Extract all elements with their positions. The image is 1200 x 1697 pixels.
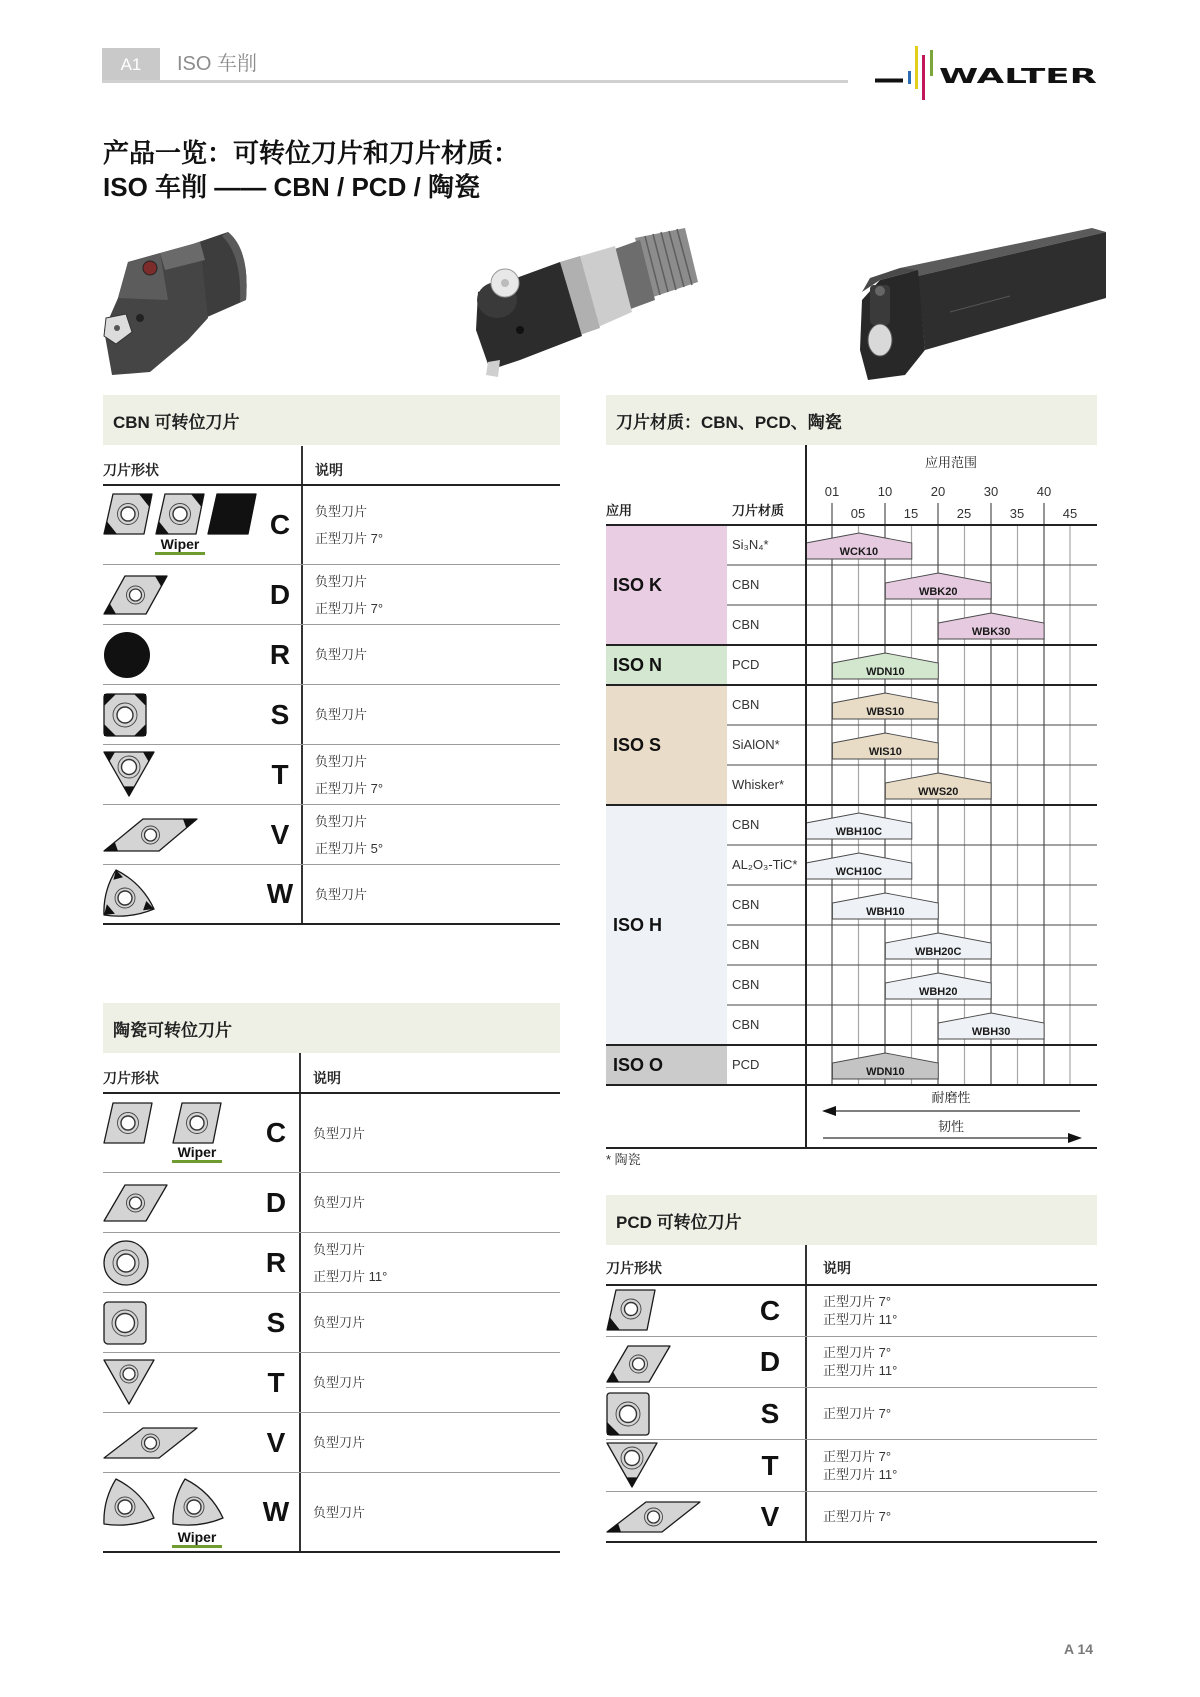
description-line: 负型刀片 xyxy=(313,1125,366,1141)
grade-label: WBH30 xyxy=(971,1026,1011,1038)
shape-letter: V xyxy=(270,818,290,850)
pcd-insert-c-icon xyxy=(606,1289,656,1331)
shape-description xyxy=(315,865,367,923)
shape-letter: S xyxy=(270,698,290,730)
description-line: 负型刀片 xyxy=(313,1375,366,1390)
description-line: 负型刀片 xyxy=(313,1315,366,1330)
ceramic-row-s xyxy=(103,1293,560,1353)
ceramic-row-v xyxy=(103,1413,560,1473)
description-line: 正型刀片 11° xyxy=(823,1466,898,1482)
grade-label: WBH10 xyxy=(866,906,905,918)
pcd-row-t xyxy=(606,1440,1097,1492)
ceramic-insert-v-icon xyxy=(103,1426,198,1459)
cbn-insert-v-icon xyxy=(103,817,198,852)
material-label: CBN xyxy=(732,617,760,632)
tick-label: 25 xyxy=(956,506,972,521)
chapter-title: ISO 车削 xyxy=(177,53,258,75)
ceramic-insert-d-icon xyxy=(103,1184,168,1222)
shape-letter: S xyxy=(760,1397,780,1429)
grade-label: WBH20C xyxy=(915,946,962,958)
grade-label: WWS20 xyxy=(918,786,959,798)
cbn-insert-c-icon xyxy=(103,493,153,535)
shape-description xyxy=(313,1233,387,1292)
material-label: Whisker* xyxy=(732,777,785,792)
shape-description xyxy=(823,1492,891,1541)
tick-label: 05 xyxy=(850,506,866,521)
description-line: 负型刀片 xyxy=(315,813,368,829)
description-line: 负型刀片 xyxy=(315,707,368,722)
chapter-badge: A1 xyxy=(102,48,160,80)
tick-label: 20 xyxy=(930,484,946,499)
materials-section-title: 刀片材质：CBN、PCD、陶瓷 xyxy=(606,395,1097,445)
material-label: CBN xyxy=(732,817,760,832)
description-line: 正型刀片 7° xyxy=(823,1294,892,1309)
toolholder-photo xyxy=(100,228,255,380)
grade-label: WDN10 xyxy=(866,666,905,678)
description-line: 负型刀片 xyxy=(315,753,368,769)
header-divider xyxy=(102,80,848,83)
material-label: CBN xyxy=(732,937,760,952)
wiper-label: Wiper xyxy=(172,1531,222,1548)
material-label: CBN xyxy=(732,977,760,992)
ceramic-row-w xyxy=(103,1473,560,1553)
ceramic-footnote: * 陶瓷 xyxy=(606,1152,641,1167)
ceramic-insert-w-wiper-icon xyxy=(172,1478,224,1528)
ceramic-insert-r-icon xyxy=(103,1240,149,1286)
shape-description xyxy=(315,685,367,744)
shape-description xyxy=(823,1388,891,1439)
logo-bar-magenta-icon xyxy=(922,55,925,100)
col-material: 刀片材质 xyxy=(732,503,785,518)
pcd-row-v xyxy=(606,1492,1097,1543)
shape-letter: T xyxy=(761,1449,779,1481)
shape-letter: W xyxy=(262,1496,290,1527)
col-application: 应用 xyxy=(606,503,633,518)
cbn-row-r xyxy=(103,625,560,685)
cbn-col-desc: 说明 xyxy=(315,462,343,478)
ceramic-col-desc: 说明 xyxy=(313,1070,341,1086)
cbn-row-v xyxy=(103,805,560,865)
shape-letter: D xyxy=(269,578,291,610)
group-label: ISO N xyxy=(613,654,663,675)
wear-resistance-label: 耐磨性 xyxy=(931,1090,971,1105)
ceramic-row-c xyxy=(103,1094,560,1173)
tick-label: 10 xyxy=(877,484,893,499)
shape-description xyxy=(315,486,383,564)
description-line: 正型刀片 7° xyxy=(823,1345,892,1360)
ceramic-insert-t-icon xyxy=(103,1359,155,1405)
cbn-col-shape: 刀片形状 xyxy=(103,462,159,478)
description-line: 负型刀片 xyxy=(313,1241,366,1257)
ceramic-insert-c-wiper-icon xyxy=(172,1102,222,1144)
pcd-row-s xyxy=(606,1388,1097,1440)
shape-letter: R xyxy=(269,638,291,670)
ceramic-insert-s-icon xyxy=(103,1301,147,1345)
cbn-insert-c-wiper-icon xyxy=(155,493,205,535)
grade-label: WDN10 xyxy=(866,1066,905,1078)
cbn-section-title: CBN 可转位刀片 xyxy=(103,395,560,445)
pcd-insert-t-icon xyxy=(606,1442,658,1488)
grade-label: WCK10 xyxy=(839,546,879,558)
grade-label: WBK20 xyxy=(918,586,958,598)
shape-description xyxy=(823,1337,897,1387)
pcd-row-d xyxy=(606,1337,1097,1388)
description-line: 负型刀片 xyxy=(315,886,368,902)
ceramic-section-title: 陶瓷可转位刀片 xyxy=(103,1003,560,1053)
ceramic-row-r xyxy=(103,1233,560,1293)
ceramic-col-shape: 刀片形状 xyxy=(103,1070,159,1086)
shape-description xyxy=(313,1413,365,1472)
shape-description xyxy=(823,1440,897,1491)
shape-letter: T xyxy=(271,758,289,790)
description-line: 正型刀片 7° xyxy=(823,1405,892,1421)
description-line: 正型刀片 11° xyxy=(823,1363,898,1378)
tick-label: 30 xyxy=(983,484,999,499)
grade-label: WCH10C xyxy=(835,866,883,878)
material-label: CBN xyxy=(732,577,760,592)
pcd-col-desc: 说明 xyxy=(823,1260,851,1276)
cbn-row-d xyxy=(103,565,560,625)
cbn-row-t xyxy=(103,745,560,805)
cbn-row-s xyxy=(103,685,560,745)
grade-label: WBK30 xyxy=(971,626,1011,638)
shape-description xyxy=(313,1293,365,1352)
tick-label: 35 xyxy=(1009,506,1025,521)
wear-resistance-arrow-icon xyxy=(822,1106,1080,1116)
page-title-line1: 产品一览：可转位刀片和刀片材质： xyxy=(103,138,520,168)
tick-label: 01 xyxy=(824,484,840,499)
grade-label: WIS10 xyxy=(868,746,902,758)
description-line: 正型刀片 11° xyxy=(823,1312,898,1327)
page-title-line2: ISO 车削 —— CBN / PCD / 陶瓷 xyxy=(103,172,481,202)
shape-letter: V xyxy=(760,1500,780,1532)
description-line: 正型刀片 5° xyxy=(315,840,384,856)
shape-description xyxy=(315,565,383,624)
description-line: 负型刀片 xyxy=(313,1195,366,1210)
walter-logo xyxy=(870,40,1120,105)
pcd-row-c xyxy=(606,1286,1097,1337)
wiper-label: Wiper xyxy=(155,538,205,555)
shape-letter: S xyxy=(266,1306,286,1338)
description-line: 正型刀片 11° xyxy=(313,1268,388,1284)
boring-head-photo xyxy=(470,226,705,382)
pcd-insert-v-icon xyxy=(606,1500,701,1533)
ceramic-insert-c-icon xyxy=(103,1102,153,1144)
description-line: 负型刀片 xyxy=(313,1504,366,1520)
shape-description xyxy=(823,1286,897,1336)
cbn-row-c xyxy=(103,486,560,565)
shape-letter: C xyxy=(265,1117,287,1148)
cbn-insert-c-solid-icon xyxy=(207,493,257,535)
shape-letter: C xyxy=(759,1295,781,1326)
ceramic-row-t xyxy=(103,1353,560,1413)
material-label: CBN xyxy=(732,897,760,912)
description-line: 正型刀片 7° xyxy=(315,600,384,616)
material-label: PCD xyxy=(732,1057,760,1072)
wiper-label: Wiper xyxy=(172,1146,222,1163)
pcd-col-shape: 刀片形状 xyxy=(606,1260,662,1276)
range-title: 应用范围 xyxy=(924,455,977,470)
group-label: ISO O xyxy=(613,1054,664,1075)
tick-label: 15 xyxy=(903,506,919,521)
group-label: ISO K xyxy=(613,574,663,595)
material-label: CBN xyxy=(732,697,760,712)
toughness-label: 韧性 xyxy=(937,1119,964,1134)
shape-letter: V xyxy=(266,1426,286,1458)
description-line: 正型刀片 7° xyxy=(315,531,384,546)
ceramic-insert-w-icon xyxy=(103,1478,155,1528)
logo-wordmark: WALTER xyxy=(939,64,1097,88)
shape-letter: C xyxy=(269,509,291,540)
logo-bar-blue-icon xyxy=(908,71,911,84)
cbn-insert-d-icon xyxy=(103,575,168,615)
shape-description xyxy=(315,625,367,684)
group-label: ISO S xyxy=(613,734,662,755)
logo-dash-icon xyxy=(875,79,903,83)
shape-description xyxy=(313,1353,365,1412)
cbn-insert-s-icon xyxy=(103,693,147,737)
shape-description xyxy=(313,1473,365,1551)
description-line: 负型刀片 xyxy=(315,573,368,589)
material-label: PCD xyxy=(732,657,760,672)
description-line: 负型刀片 xyxy=(315,647,368,662)
shape-letter: T xyxy=(267,1366,285,1398)
description-line: 负型刀片 xyxy=(313,1435,366,1450)
pcd-insert-s-icon xyxy=(606,1392,650,1436)
group-label: ISO H xyxy=(613,914,663,935)
cbn-insert-w-icon xyxy=(103,869,155,919)
shape-description xyxy=(313,1173,365,1232)
tick-label: 40 xyxy=(1036,484,1052,499)
shape-description xyxy=(315,745,383,804)
material-label: AL₂O₃-TiC* xyxy=(732,857,798,872)
shape-letter: R xyxy=(265,1246,287,1278)
pcd-insert-d-icon xyxy=(606,1345,671,1383)
grade-label: WBS10 xyxy=(866,706,905,718)
ceramic-row-d xyxy=(103,1173,560,1233)
turning-tool-photo xyxy=(848,226,1110,386)
description-line: 正型刀片 7° xyxy=(823,1448,892,1464)
material-label: CBN xyxy=(732,1017,760,1032)
material-label: Si₃N₄* xyxy=(732,537,769,552)
description-line: 负型刀片 xyxy=(315,504,368,519)
cbn-row-w xyxy=(103,865,560,925)
logo-bar-green-icon xyxy=(930,50,933,76)
cbn-insert-t-icon xyxy=(103,751,155,797)
description-line: 正型刀片 7° xyxy=(823,1508,892,1524)
grade-label: WBH10C xyxy=(835,826,883,838)
pcd-section-title: PCD 可转位刀片 xyxy=(606,1195,1097,1245)
shape-letter: D xyxy=(759,1346,781,1377)
grade-label: WBH20 xyxy=(918,986,958,998)
shape-letter: W xyxy=(266,878,294,909)
logo-bar-yellow-icon xyxy=(915,46,918,89)
shape-description xyxy=(313,1094,365,1172)
application-range-chart xyxy=(600,440,1110,1160)
page-number: A 14 xyxy=(1064,1641,1094,1657)
cbn-insert-r-icon xyxy=(103,631,151,679)
shape-letter: D xyxy=(265,1186,287,1218)
description-line: 正型刀片 7° xyxy=(315,780,384,796)
tick-label: 45 xyxy=(1062,506,1078,521)
material-label: SiAlON* xyxy=(732,737,780,752)
shape-description xyxy=(315,805,383,864)
